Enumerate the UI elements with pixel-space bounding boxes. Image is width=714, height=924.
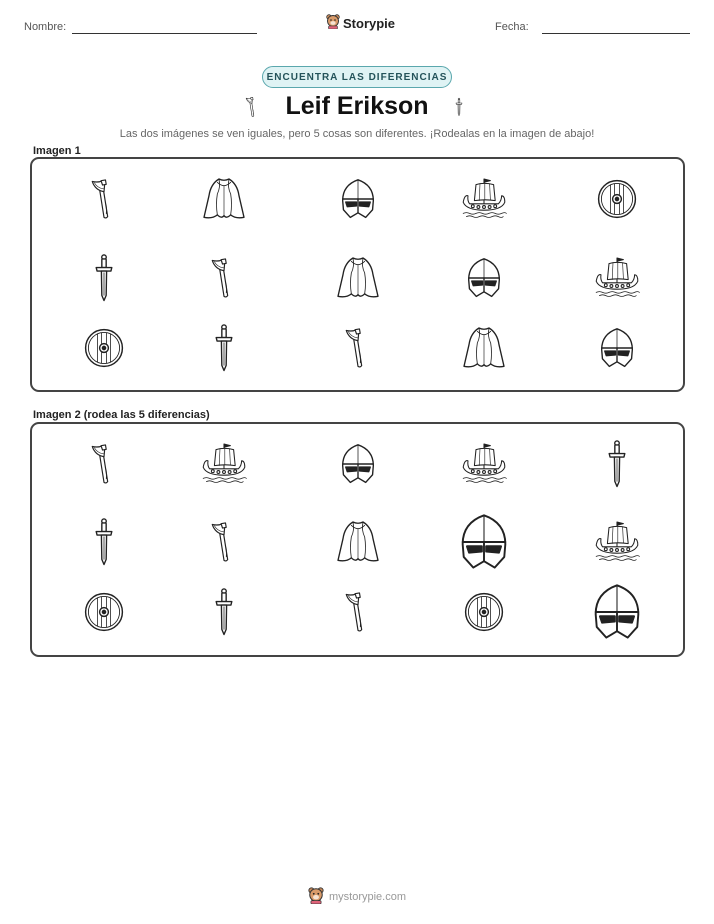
image2-ship-icon[interactable] <box>200 440 248 488</box>
image2-axe-icon[interactable] <box>82 442 126 486</box>
image2-cloak-icon[interactable] <box>333 517 383 567</box>
image2-sword-icon[interactable] <box>591 438 643 490</box>
bear-mascot-icon <box>308 887 324 907</box>
date-label: Fecha: <box>495 21 529 33</box>
image2-axe-icon[interactable] <box>336 590 380 634</box>
footer-url[interactable]: mystorypie.com <box>328 891 407 903</box>
name-label: Nombre: <box>24 21 67 33</box>
footer <box>0 887 714 907</box>
image2-ship-icon[interactable] <box>460 440 508 488</box>
image2-axe-icon[interactable] <box>202 520 246 564</box>
image2-helmet-icon[interactable] <box>335 441 381 487</box>
image2-label: Imagen 2 (rodea las 5 diferencias) <box>33 409 210 421</box>
image2-helmet-large-icon[interactable] <box>585 580 649 644</box>
image2-shield-icon[interactable] <box>460 588 508 636</box>
brand-name: Storypie <box>343 15 396 31</box>
image2-helmet-large-icon[interactable] <box>452 510 516 574</box>
image2-sword-icon[interactable] <box>198 586 250 638</box>
image2-ship-icon[interactable] <box>593 518 641 566</box>
instructions: Las dos imágenes se ven iguales, pero 5 cosas son diferentes. ¡Rodealas en la imagen de abajo! <box>119 128 595 140</box>
activity-badge: ENCUENTRA LAS DIFERENCIAS <box>262 66 452 88</box>
image1-label: Imagen 1 <box>33 145 81 157</box>
image2-shield-icon[interactable] <box>80 588 128 636</box>
image2-sword-icon[interactable] <box>78 516 130 568</box>
page-title: Leif Erikson <box>285 92 429 120</box>
